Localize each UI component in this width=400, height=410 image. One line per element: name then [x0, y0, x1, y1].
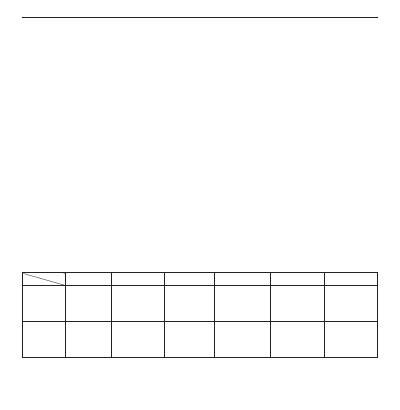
cell-line	[273, 311, 321, 319]
cell-line	[273, 304, 321, 312]
text-line	[22, 87, 378, 95]
table-header-cell	[65, 273, 111, 286]
text-line	[22, 179, 378, 187]
text-line	[22, 212, 378, 220]
cell-line	[68, 336, 109, 344]
table-cell	[111, 286, 164, 322]
table-header-cell	[164, 273, 214, 286]
notes-block	[22, 350, 378, 391]
text-line	[22, 195, 378, 203]
text-line	[22, 96, 378, 104]
cell-line	[217, 336, 269, 344]
text-line	[22, 79, 378, 87]
text-line	[22, 129, 378, 137]
text-line	[22, 162, 378, 170]
cell-line	[217, 300, 269, 308]
cell-line	[167, 336, 212, 344]
cell-line	[114, 336, 162, 344]
table-row	[23, 286, 378, 322]
text-line	[22, 38, 378, 46]
table-header-row	[23, 273, 378, 286]
spec-table	[22, 272, 378, 358]
cell-line	[114, 307, 162, 315]
table-cell	[164, 286, 214, 322]
text-line	[22, 21, 378, 29]
text-line	[22, 220, 378, 228]
table-cell	[271, 286, 324, 322]
table-header-cell	[214, 273, 271, 286]
text-line	[22, 228, 378, 236]
text-line	[22, 245, 378, 253]
cell-line	[114, 328, 162, 336]
table-title	[22, 262, 378, 270]
cell-line	[114, 300, 162, 308]
text-line	[22, 71, 378, 79]
table-cell	[324, 286, 377, 322]
text-line	[22, 187, 378, 195]
text-line	[22, 54, 378, 62]
text-line	[22, 62, 378, 70]
spec-table-block	[22, 262, 378, 358]
text-line	[22, 204, 378, 212]
note-line	[22, 350, 378, 358]
table-header-cell	[271, 273, 324, 286]
table-cell	[65, 286, 111, 322]
text-line	[22, 112, 378, 120]
text-line	[22, 145, 378, 153]
header-rule	[22, 17, 378, 18]
cell-line	[273, 325, 321, 333]
note-line	[22, 358, 378, 366]
note-line	[22, 375, 378, 383]
cell-line	[273, 296, 321, 304]
text-line	[22, 154, 378, 162]
text-line	[22, 137, 378, 145]
cell-line	[68, 300, 109, 308]
cell-line	[327, 336, 375, 344]
table-cell	[23, 286, 66, 322]
table-header-cell	[111, 273, 164, 286]
note-line	[22, 383, 378, 391]
table-header-cell	[23, 273, 66, 286]
cell-line	[25, 336, 63, 344]
text-line	[22, 237, 378, 245]
cell-line	[273, 332, 321, 340]
text-line	[22, 121, 378, 129]
cell-line	[114, 292, 162, 300]
text-line	[22, 46, 378, 54]
cell-line	[273, 289, 321, 297]
cell-line	[273, 340, 321, 348]
cell-line	[25, 300, 63, 308]
text-line	[22, 253, 378, 261]
cell-line	[167, 300, 212, 308]
text-line	[22, 170, 378, 178]
note-line	[22, 367, 378, 375]
cell-line	[327, 300, 375, 308]
text-line	[22, 29, 378, 37]
table-header-cell	[324, 273, 377, 286]
body-text	[22, 21, 378, 262]
table-cell	[214, 286, 271, 322]
section-heading	[22, 104, 378, 112]
